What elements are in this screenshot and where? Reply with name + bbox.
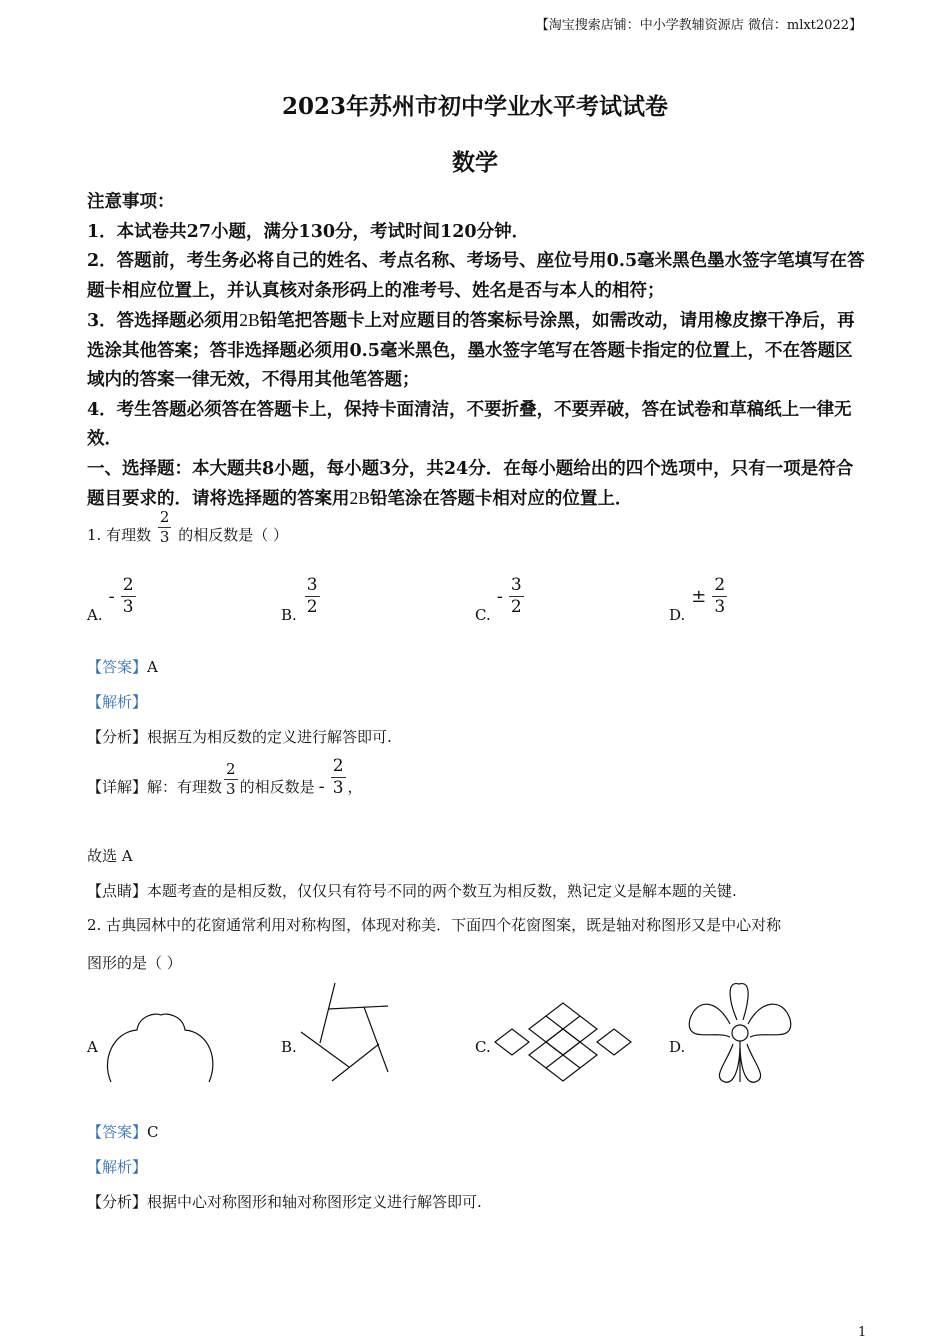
q1-option-a-label: A.: [87, 606, 103, 624]
q1-option-b-den: 2: [306, 596, 318, 617]
q1-detail-fraction: [224, 762, 238, 797]
q1-option-a-sign: -: [108, 585, 115, 607]
q2-fenxi-tag: 【分析】: [87, 1193, 148, 1211]
lattice-window-figure: [493, 1000, 633, 1085]
q1-detail-result-num: 2: [332, 756, 344, 776]
instruction-3-a: 3．答选择题必须用: [87, 311, 240, 331]
q1-detail-result-den: 3: [332, 778, 344, 798]
q1-option-b-num: 3: [306, 574, 318, 595]
q1-detail-num: 2: [226, 760, 236, 778]
instruction-2: 2．答题前，考生务必将自己的姓名、考点名称、考场号、座位号用0.5毫米黑色墨水签字笔填写在答题卡相应位置上，并认真核对条形码上的准考号、姓名是否与本人的相符；: [87, 251, 865, 301]
q2-option-c-label: C.: [475, 1038, 491, 1056]
instruction-3-b: 铅笔把答题卡上对应题目的答案标号涂黑，如需改动，请用橡皮擦干净后，再选涂其他答案；答非选择题必须用0.5毫米黑色，墨水签字笔写在答题卡指定的位置上，不在答题区域内的答案一律无效，不得用其他笔答题；: [87, 311, 855, 390]
q1-fenxi: [87, 726, 392, 747]
q1-fenxi-tag: 【分析】: [87, 728, 148, 746]
q2-option-a-label: A: [87, 1038, 98, 1056]
q1-option-b-fraction: [305, 574, 320, 617]
q1-option-a-fraction: [121, 574, 136, 617]
q2-answer: [87, 1121, 159, 1142]
q1-dianjing-text: 本题考查的是相反数，仅仅只有符号不同的两个数互为相反数，熟记定义是解本题的关键.: [147, 882, 737, 900]
q1-detail-a: 解：有理数: [147, 778, 223, 796]
q1-option-d-fraction: [712, 574, 727, 617]
page-number: 1: [858, 1325, 867, 1340]
q2-fenxi: [87, 1191, 482, 1212]
q1-fraction: [158, 510, 172, 545]
q1-dianjing-tag: 【点睛】: [87, 882, 148, 900]
q1-option-a-num: 2: [122, 574, 134, 595]
q1-detail-b: 的相反数是: [239, 778, 315, 796]
q1-option-d: [669, 568, 729, 624]
q1-option-c-sign: -: [496, 585, 503, 607]
q1-analysis: [87, 691, 147, 712]
q1-option-c: [475, 568, 526, 624]
q2-option-d-label: D.: [669, 1038, 686, 1056]
section-heading: [87, 455, 865, 515]
instruction-4: 4．考生答题必须答在答题卡上，保持卡面清洁，不要折叠，不要弄破，答在试卷和草稿纸上一律无效．: [87, 399, 852, 449]
q1-detail: [87, 758, 363, 797]
q1-stem-b: 的相反数是（ ）: [178, 526, 288, 544]
q1-frac-den: 3: [159, 528, 170, 546]
q2-analysis-tag: 【解析】: [87, 1158, 148, 1176]
exam-title: 2023年苏州市初中学业水平考试试卷: [281, 93, 668, 120]
q1-detail-sign: -: [318, 776, 325, 797]
q1-stem: [87, 510, 288, 545]
q1-frac-num: 2: [159, 508, 170, 526]
pencil-grade: 2B: [239, 310, 260, 330]
plum-blossom-window-figure: [687, 982, 793, 1084]
instruction-3: [87, 306, 865, 396]
q1-detail-result-fraction: [331, 758, 346, 797]
q1-option-c-num: 3: [510, 574, 522, 595]
q1-detail-c: ，: [347, 778, 363, 796]
q1-option-c-label: C.: [475, 606, 491, 624]
q1-option-b: [281, 568, 322, 624]
q1-choose: 故选 A: [87, 847, 133, 865]
q2-stem-line1: 2. 古典园林中的花窗通常利用对称构图，体现对称美．下面四个花窗图案，既是轴对称图形又是中心对称: [87, 916, 782, 934]
q2-fenxi-text: 根据中心对称图形和轴对称图形定义进行解答即可.: [147, 1193, 482, 1211]
q1-option-d-sign: ±: [691, 585, 707, 607]
instruction-1: 1．本试卷共27小题，满分130分，考试时间120分钟．: [87, 221, 530, 242]
q2-option-b-label: B.: [281, 1038, 297, 1056]
q1-option-a: [87, 568, 138, 624]
q1-option-b-label: B.: [281, 606, 297, 624]
q1-option-d-label: D.: [669, 606, 686, 624]
q1-dianjing: [87, 880, 737, 901]
q1-answer-value: A: [147, 658, 158, 676]
q2-stem-line2: 图形的是（ ）: [87, 954, 182, 972]
section-heading-a: 一、选择题：本大题共8小题，每小题3分，共24分．在每小题给出的四个选项中，只有一项是符合题目要求的．请将选择题的答案用: [87, 458, 854, 509]
q1-answer-tag: 【答案】: [87, 658, 148, 676]
q2-answer-value: C: [147, 1123, 159, 1141]
q1-fenxi-text: 根据互为相反数的定义进行解答即可.: [147, 728, 392, 746]
instructions-heading: 注意事项：: [87, 192, 175, 212]
q1-option-c-den: 2: [510, 596, 522, 617]
q1-detail-den: 3: [226, 780, 236, 798]
q1-stem-a: 1. 有理数: [87, 526, 152, 544]
cloud-window-figure: [105, 1010, 215, 1085]
q1-option-a-den: 3: [122, 596, 134, 617]
q2-answer-tag: 【答案】: [87, 1123, 148, 1141]
q1-answer: [87, 656, 158, 677]
q2-analysis: [87, 1156, 147, 1177]
q1-option-d-den: 3: [714, 596, 726, 617]
q1-option-d-num: 2: [714, 574, 726, 595]
exam-subtitle: 数学: [452, 149, 498, 176]
instructions: [87, 188, 865, 515]
pinwheel-window-figure: [299, 980, 394, 1085]
q1-detail-tag: 【详解】: [87, 778, 148, 796]
q1-option-c-fraction: [509, 574, 524, 617]
section-heading-b: 铅笔涂在答题卡相对应的位置上．: [369, 489, 633, 509]
q1-analysis-tag: 【解析】: [87, 693, 148, 711]
section-pencil-grade: 2B: [349, 488, 370, 508]
header-note: 【淘宝搜索店铺：中小学教辅资源店 微信：mlxt2022】: [535, 18, 862, 33]
